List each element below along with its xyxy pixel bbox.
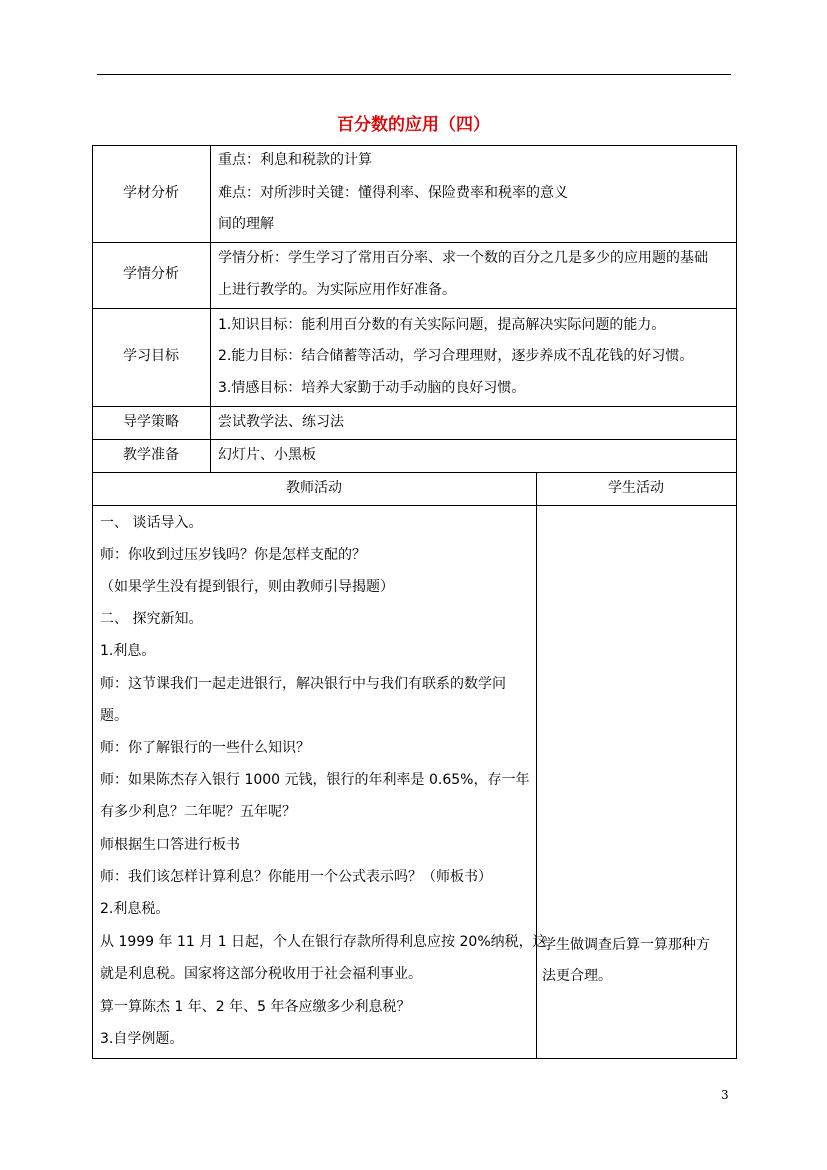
teacher-line: 就是利息税。国家将这部分税收用于社会福利事业。 (100, 966, 422, 982)
teacher-line: 2.利息税。 (100, 901, 170, 917)
row-label-material: 学材分析 (123, 185, 179, 201)
situation-line: 学情分析：学生学习了常用百分率、求一个数的百分之几是多少的应用题的基础 (218, 250, 708, 266)
table-line (210, 145, 211, 472)
material-line: 重点：利息和税款的计算 (218, 152, 372, 168)
prep-text: 幻灯片、小黑板 (218, 447, 316, 463)
teacher-line: 3.自学例题。 (100, 1031, 184, 1047)
table-line (736, 145, 737, 1059)
lesson-table (92, 145, 737, 1059)
teacher-line: 算一算陈杰 1 年、2 年、5 年各应缴多少利息税？ (100, 999, 411, 1015)
header-rule (97, 74, 731, 75)
teacher-line: （如果学生没有提到银行，则由教师引导揭题） (100, 579, 394, 595)
teacher-line: 师：如果陈杰存入银行 1000 元钱，银行的年利率是 0.65%，存一年 (100, 772, 530, 788)
teacher-line: 题。 (100, 708, 128, 724)
student-activity-header: 学生活动 (608, 480, 664, 496)
goal-line: 2.能力目标：结合储蓄等活动，学习合理理财，逐步养成不乱花钱的好习惯。 (218, 348, 694, 364)
student-line: 法更合理。 (542, 968, 612, 984)
teacher-activity-header: 教师活动 (286, 480, 342, 496)
table-line (92, 505, 737, 506)
situation-line: 上进行教学的。为实际应用作好准备。 (218, 282, 456, 298)
row-label-strategy: 导学策略 (123, 414, 179, 430)
strategy-text: 尝试教学法、练习法 (218, 414, 344, 430)
material-line: 难点：对所涉时关键：懂得利率、保险费率和税率的意义 (218, 185, 568, 201)
teacher-line: 从 1999 年 11 月 1 日起，个人在银行存款所得利息应按 20%纳税，这 (100, 934, 547, 950)
teacher-line: 师：你收到过压岁钱吗？你是怎样支配的？ (100, 547, 366, 563)
teacher-line: 师根据生口答进行板书 (100, 837, 240, 853)
goal-line: 3.情感目标：培养大家勤于动手动脑的良好习惯。 (218, 380, 526, 396)
page-number: 3 (721, 1088, 729, 1102)
teacher-line: 有多少利息？二年呢？五年呢？ (100, 804, 296, 820)
row-label-prep: 教学准备 (123, 447, 179, 463)
teacher-line: 师：你了解银行的一些什么知识？ (100, 740, 310, 756)
teacher-line: 二、 探究新知。 (100, 611, 203, 627)
teacher-line: 1.利息。 (100, 643, 156, 659)
teacher-line: 师：这节课我们一起走进银行，解决银行中与我们有联系的数学问 (100, 676, 506, 692)
table-line (536, 472, 537, 1059)
material-line: 间的理解 (218, 216, 274, 232)
row-label-goals: 学习目标 (123, 348, 179, 364)
table-line (92, 145, 737, 146)
teacher-line: 师：我们该怎样计算利息？你能用一个公式表示吗？（师板书） (100, 869, 492, 885)
student-line: 学生做调查后算一算那种方 (542, 937, 710, 953)
table-line (92, 1058, 737, 1059)
teacher-line: 一、 谈话导入。 (100, 515, 203, 531)
row-label-situation: 学情分析 (123, 266, 179, 282)
goal-line: 1.知识目标：能利用百分数的有关实际问题，提高解决实际问题的能力。 (218, 317, 666, 333)
page-title: 百分数的应用（四） (337, 115, 490, 135)
